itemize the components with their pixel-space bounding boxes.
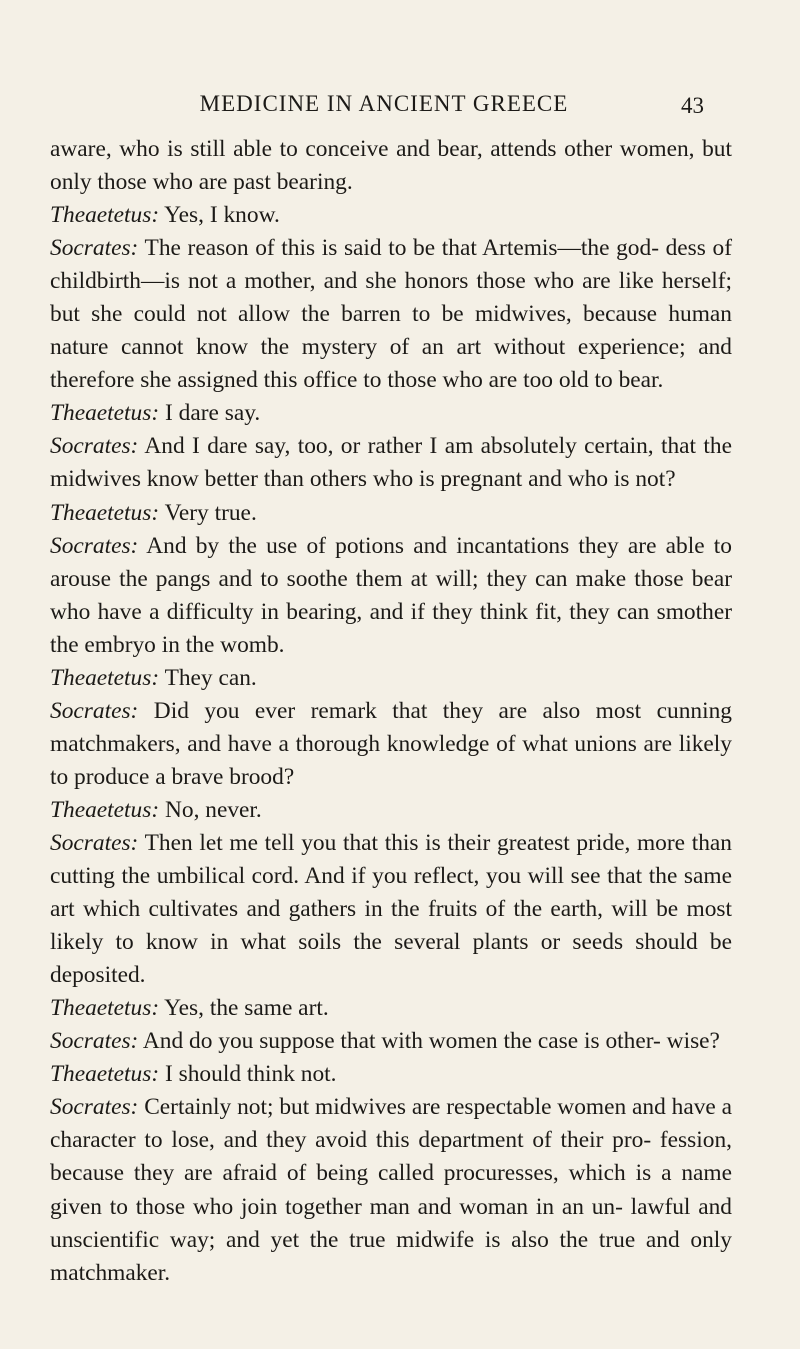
paragraph-text: Did you ever remark that they are also most cunning matchmakers, and have a thorough knowledge of what unions are likely to produce a brave brood? <box>50 697 732 790</box>
speaker-name: Socrates: <box>50 235 139 262</box>
paragraph-text: And by the use of potions and incantations they are able to arouse the pangs and to soothe them at will; they can make those bear who have a difficulty in bearing, and if they think fit, they can smother the embryo in the womb. <box>50 532 732 658</box>
speaker-name: Theaetetus: <box>50 202 160 229</box>
speaker-name: Socrates: <box>50 532 139 559</box>
paragraph <box>50 794 732 827</box>
speaker-name: Socrates: <box>50 1094 139 1121</box>
speaker-name: Theaetetus: <box>50 1061 160 1088</box>
paragraph-text: The reason of this is said to be that Artemis—the god- dess of childbirth—is not a mother, and she honors those who are like herself; but she could not allow the barren to be midwives, because human nature cannot know the mystery of an art without experience; and therefore she assigned this office to those who are too old to bear. <box>50 235 732 394</box>
speaker-name: Socrates: <box>50 433 139 460</box>
paragraph <box>50 1025 732 1058</box>
paragraph-text: Yes, the same art. <box>159 995 329 1022</box>
paragraph-text: They can. <box>159 664 257 691</box>
paragraph <box>50 430 732 496</box>
speaker-name: Socrates: <box>50 829 139 856</box>
paragraph <box>50 397 732 430</box>
speaker-name: Socrates: <box>50 1028 139 1055</box>
paragraph <box>50 232 732 397</box>
paragraph <box>50 992 732 1025</box>
running-title: MEDICINE IN ANCIENT GREECE <box>199 91 569 116</box>
paragraph <box>50 133 732 199</box>
paragraph <box>50 1091 732 1289</box>
paragraph-text: I dare say. <box>159 400 261 427</box>
speaker-name: Theaetetus: <box>50 796 160 823</box>
speaker-name: Theaetetus: <box>50 499 160 526</box>
running-head <box>144 89 704 119</box>
paragraph <box>50 695 732 794</box>
speaker-name: Theaetetus: <box>50 400 160 427</box>
paragraph <box>50 199 732 232</box>
paragraph <box>50 1058 732 1091</box>
paragraph <box>50 530 732 662</box>
paragraph <box>50 662 732 695</box>
speaker-name: Theaetetus: <box>50 664 160 691</box>
paragraph <box>50 827 732 992</box>
paragraph-text: Very true. <box>159 499 257 526</box>
page-number: 43 <box>681 93 704 118</box>
paragraph-text: Yes, I know. <box>159 202 280 229</box>
paragraph-text: And do you suppose that with women the case is other- wise? <box>138 1028 720 1055</box>
paragraph-text: aware, who is still able to conceive and bear, attends other women, but only those who are past bearing. <box>50 136 732 196</box>
paragraph-text: No, never. <box>159 796 262 823</box>
paragraph <box>50 497 732 530</box>
speaker-name: Socrates: <box>50 697 139 724</box>
paragraph-text: And I dare say, too, or rather I am absolutely certain, that the midwives know better than others who is pregnant and who is not? <box>50 433 732 493</box>
speaker-name: Theaetetus: <box>50 995 160 1022</box>
paragraph-text: Then let me tell you that this is their greatest pride, more than cutting the umbilical cord. And if you reflect, you will see that the same art which cultivates and gathers in the fruits of the earth, will be most likely to know in what soils the several plants or seeds should be deposited. <box>50 829 732 989</box>
paragraph-text: I should think not. <box>159 1061 337 1088</box>
paragraph-text: Certainly not; but midwives are respectable women and have a character to lose, and they avoid this department of their pro- fession, because they are afraid of being called procuresses, which is a name given to those who join together man and woman in an un- lawful and unscientific way; and yet the true midwife is also the true and only matchmaker. <box>50 1094 733 1286</box>
dialogue-text <box>50 133 732 1290</box>
